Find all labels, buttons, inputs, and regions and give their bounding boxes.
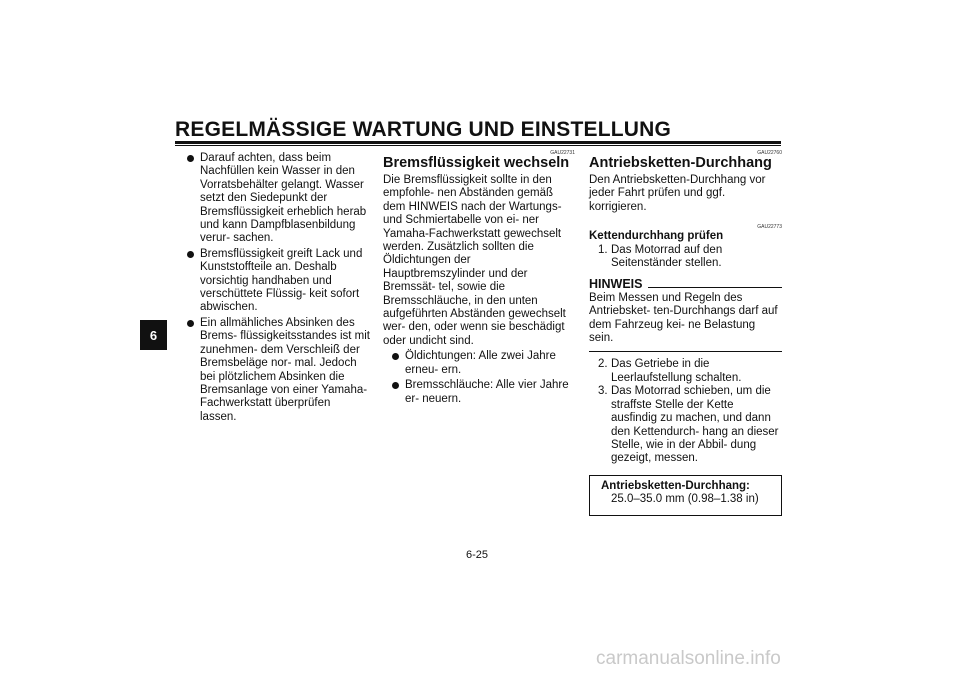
step-text: Das Getriebe in die Leerlaufstellung schalten. [611,358,742,384]
page-number: 6-25 [466,549,489,561]
watermark-text: carmanualsonline.info [596,648,781,669]
step-number: 3. [598,385,608,398]
bullet-icon [187,320,194,327]
note-end-rule [589,351,782,352]
bullet-icon [187,251,194,258]
list-item [391,350,575,377]
subsection-heading: Kettendurchhang prüfen [589,230,724,243]
spec-value: 25.0–35.0 mm (0.98–1.38 in) [611,493,759,506]
step-item [589,358,782,385]
step-text: Das Motorrad schieben, um die straffste Stelle der Kette ausfindig zu machen, und dann den Kettendurch- hang an dieser Stelle, wie in der Abbil- dung gezeigt, messen. [611,385,779,465]
spec-title: Antriebsketten-Durchhang: [601,479,750,492]
section-paragraph: Die Bremsflüssigkeit sollte in den empfohle- nen Abständen gemäß dem HINWEIS nach der Wartungs- und Schmiertabelle von ei- ner Yamaha-Fachwerkstatt gewechselt werden. Zusätzlich sollten die Öldichtungen der Hauptbremszylinder und der Bremssät- tel, sowie die Bremsschläuche, in den unten aufgeführten Abständen gewechselt wer- den, oder wenn sie beschädigt oder undicht sind. [383,174,566,347]
bullet-icon [392,353,399,360]
spec-box [589,475,782,516]
reference-code: GAU22760 [757,150,782,156]
header-rule [175,141,781,144]
list-item [391,379,575,406]
step-text: Das Motorrad auf den Seitenständer stellen. [611,243,723,270]
reference-code: GAU22773 [757,224,782,231]
list-item-text: Bremsflüssigkeit greift Lack und Kunststoffteile an. Deshalb vorsichtig handhaben und verschüttete Flüssig- keit sofort abwischen. [200,247,363,314]
list-item-text: Öldichtungen: Alle zwei Jahre erneu- ern. [405,350,556,376]
header-rule-thin [175,145,781,146]
section-paragraph: Den Antriebsketten-Durchhang vor jeder Fahrt prüfen und ggf. korrigieren. [589,174,766,213]
step-item [589,385,782,465]
column-3 [589,150,782,516]
bullet-icon [187,155,194,162]
step-number: 2. [598,358,608,371]
note-rule [648,287,782,288]
step-number: 1. [598,243,608,256]
list-item [186,317,370,424]
reference-code: GAU22731 [550,150,575,156]
page-header-title: REGELMÄSSIGE WARTUNG UND EINSTELLUNG [175,118,672,141]
note-label: HINWEIS [589,277,643,292]
bullet-icon [392,382,399,389]
list-item-text: Ein allmähliches Absinken des Brems- flüssigkeitsstandes ist mit zunehmen- dem Verschleiß der Bremsbeläge nor- mal. Jedoch bei plötzlichem Absinken die Bremsanlage von einer Yamaha- Fachwerkstatt überprüfen lassen. [200,316,370,423]
section-heading: Bremsflüssigkeit wechseln [383,155,570,171]
list-item-text: Darauf achten, dass beim Nachfüllen kein Wasser in den Vorratsbehälter gelangt. Wasser setzt den Siedepunkt der Bremsflüssigkeit erheblich herab und kann Dampfblasenbildung verur- sachen. [200,152,367,245]
list-item-text: Bremsschläuche: Alle vier Jahre er- neuern. [405,379,569,405]
section-heading: Antriebsketten-Durchhang [589,155,772,171]
chapter-tab: 6 [140,320,167,350]
list-item [186,248,370,315]
note-text: Beim Messen und Regeln des Antriebsket- ten-Durchhangs darf auf dem Fahrzeug kei- ne Belastung sein. [589,291,778,345]
step-item [589,244,782,271]
list-item [186,152,370,246]
column-1 [186,152,370,426]
note-header [589,278,782,291]
column-2 [383,150,575,408]
